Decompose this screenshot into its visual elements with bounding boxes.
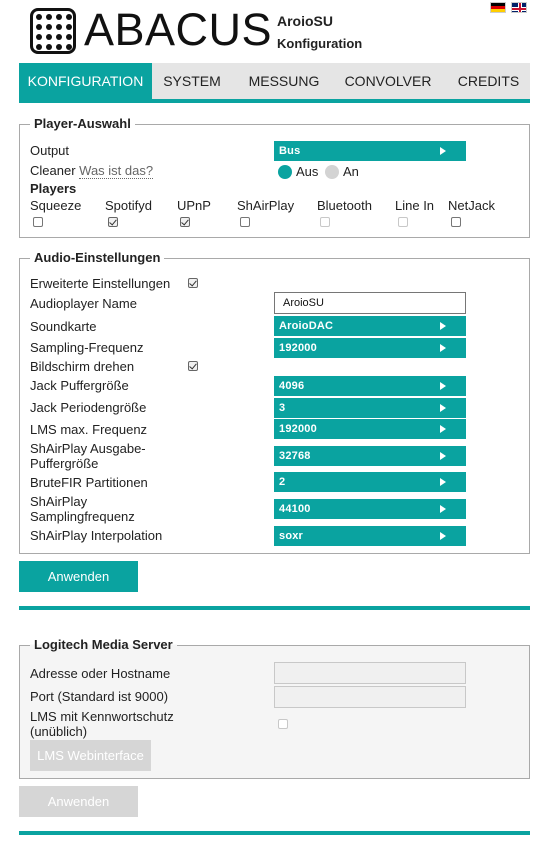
- jack-buffer-label: Jack Puffergröße: [30, 378, 129, 393]
- dropdown-arrow-icon: [440, 147, 446, 155]
- nav-underline: [19, 99, 530, 103]
- player-linein-checkbox: [398, 217, 408, 227]
- lms-max-frequency-select[interactable]: 192000: [274, 419, 466, 439]
- logo-dot: [66, 34, 72, 40]
- advanced-settings-label: Erweiterte Einstellungen: [30, 276, 171, 291]
- logo-dot: [56, 44, 62, 50]
- dropdown-arrow-icon: [440, 322, 446, 330]
- shairplay-buffer-select[interactable]: 32768: [274, 446, 466, 466]
- player-shairplay-label: ShAirPlay: [237, 198, 295, 213]
- sampling-frequency-label: Sampling-Frequenz: [30, 340, 144, 355]
- en-flag-icon[interactable]: [511, 2, 527, 13]
- advanced-settings-checkbox[interactable]: [188, 278, 198, 288]
- sampling-frequency-select[interactable]: 192000: [274, 338, 466, 358]
- player-squeeze-label: Squeeze: [30, 198, 82, 213]
- section-divider: [19, 606, 530, 610]
- dropdown-arrow-icon: [440, 425, 446, 433]
- dropdown-arrow-icon: [440, 452, 446, 460]
- player-bluetooth-label: Bluetooth: [317, 198, 372, 213]
- logo-dot: [66, 14, 72, 20]
- cleaner-label: Cleaner Was ist das?: [30, 163, 154, 178]
- abacus-logo-icon: [30, 8, 76, 54]
- player-squeeze-checkbox[interactable]: [33, 217, 43, 227]
- logo-dot: [46, 44, 52, 50]
- player-bluetooth-checkbox: [320, 217, 330, 227]
- dropdown-arrow-icon: [440, 532, 446, 540]
- logo-dot: [56, 34, 62, 40]
- lms-max-frequency-label: LMS max. Frequenz: [30, 422, 148, 437]
- lms-address-label: Adresse oder Hostname: [30, 666, 171, 681]
- player-upnp-checkbox[interactable]: [180, 217, 190, 227]
- device-name: AroioSU: [277, 13, 333, 29]
- cleaner-help-link[interactable]: Was ist das?: [79, 163, 154, 178]
- logo-dot: [46, 34, 52, 40]
- logo-dot: [66, 44, 72, 50]
- rotate-screen-checkbox[interactable]: [188, 361, 198, 371]
- player-name-input[interactable]: AroioSU: [274, 292, 466, 314]
- logo-dot: [36, 34, 42, 40]
- player-netjack-checkbox[interactable]: [451, 217, 461, 227]
- dropdown-arrow-icon: [440, 382, 446, 390]
- shairplay-samplerate-label: ShAirPlay Samplingfrequenz: [30, 494, 135, 524]
- player-shairplay-checkbox[interactable]: [240, 217, 250, 227]
- dropdown-arrow-icon: [440, 505, 446, 513]
- tab-system[interactable]: SYSTEM: [163, 73, 221, 89]
- shairplay-interpolation-select[interactable]: soxr: [274, 526, 466, 546]
- lms-password-label: LMS mit Kennwortschutz (unüblich): [30, 709, 174, 739]
- logo-dot: [66, 24, 72, 30]
- tab-messung[interactable]: MESSUNG: [248, 73, 320, 89]
- soundcard-select[interactable]: AroioDAC: [274, 316, 466, 336]
- tab-konfiguration[interactable]: KONFIGURATION: [19, 63, 152, 99]
- audio-apply-button[interactable]: Anwenden: [19, 561, 138, 592]
- tab-convolver[interactable]: CONVOLVER: [344, 73, 432, 89]
- logo-text: ABACUS: [84, 4, 273, 55]
- player-upnp-label: UPnP: [177, 198, 211, 213]
- page-subtitle: Konfiguration: [277, 36, 363, 51]
- soundcard-label: Soundkarte: [30, 319, 97, 334]
- shairplay-samplerate-select[interactable]: 44100: [274, 499, 466, 519]
- jack-period-label: Jack Periodengröße: [30, 400, 147, 415]
- lms-address-input[interactable]: [274, 662, 466, 684]
- logo-dot: [56, 14, 62, 20]
- main-nav: [19, 63, 530, 99]
- logo-dot: [36, 44, 42, 50]
- cleaner-off-label: Aus: [296, 164, 319, 179]
- de-flag-icon[interactable]: [490, 2, 506, 13]
- shairplay-buffer-label: ShAirPlay Ausgabe- Puffergröße: [30, 441, 146, 471]
- output-label: Output: [30, 143, 70, 158]
- cleaner-on-label: An: [343, 164, 359, 179]
- player-selection-legend: Player-Auswahl: [30, 116, 135, 131]
- dropdown-arrow-icon: [440, 344, 446, 352]
- logo-dot: [56, 24, 62, 30]
- player-spotifyd-label: Spotifyd: [105, 198, 152, 213]
- lms-apply-button[interactable]: Anwenden: [19, 786, 138, 817]
- lms-webinterface-button[interactable]: LMS Webinterface: [30, 740, 151, 771]
- jack-buffer-select[interactable]: 4096: [274, 376, 466, 396]
- tab-credits[interactable]: CREDITS: [457, 73, 520, 89]
- brutefir-partitions-select[interactable]: 2: [274, 472, 466, 492]
- shairplay-interpolation-label: ShAirPlay Interpolation: [30, 528, 163, 543]
- lms-port-input[interactable]: [274, 686, 466, 708]
- lms-password-checkbox[interactable]: [278, 719, 288, 729]
- jack-period-select[interactable]: 3: [274, 398, 466, 418]
- cleaner-off-radio[interactable]: [278, 165, 292, 179]
- dropdown-arrow-icon: [440, 478, 446, 486]
- section-divider-bottom: [19, 831, 530, 835]
- logo-dot: [46, 14, 52, 20]
- lms-port-label: Port (Standard ist 9000): [30, 689, 169, 704]
- brutefir-partitions-label: BruteFIR Partitionen: [30, 475, 148, 490]
- player-linein-label: Line In: [395, 198, 435, 213]
- lms-legend: Logitech Media Server: [30, 637, 177, 652]
- output-select[interactable]: Bus: [274, 141, 466, 161]
- logo-dot: [36, 24, 42, 30]
- players-heading: Players: [30, 181, 77, 196]
- audio-settings-legend: Audio-Einstellungen: [30, 250, 164, 265]
- player-spotifyd-checkbox[interactable]: [108, 217, 118, 227]
- logo-dot: [46, 24, 52, 30]
- cleaner-on-radio[interactable]: [325, 165, 339, 179]
- rotate-screen-label: Bildschirm drehen: [30, 359, 135, 374]
- logo-dot: [36, 14, 42, 20]
- player-netjack-label: NetJack: [448, 198, 495, 213]
- dropdown-arrow-icon: [440, 404, 446, 412]
- player-name-label: Audioplayer Name: [30, 296, 137, 311]
